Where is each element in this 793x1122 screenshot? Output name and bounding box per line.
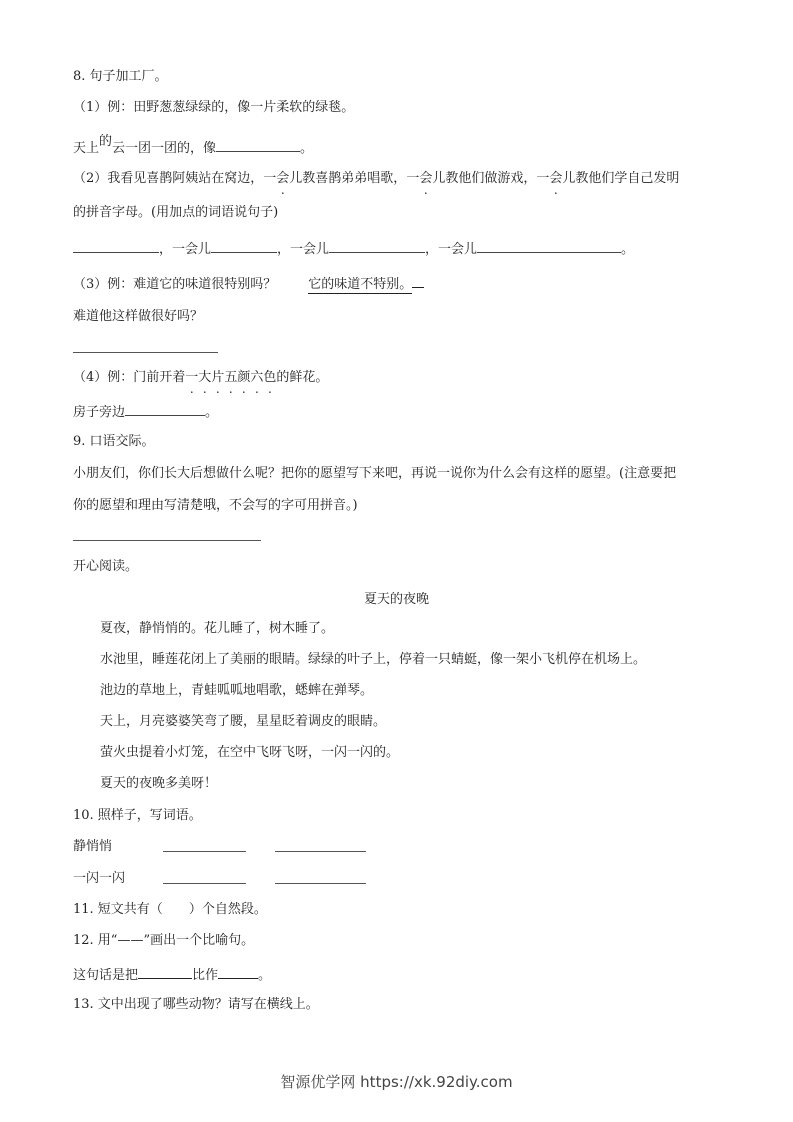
reading-paragraph: 夏天的夜晚多美呀！ <box>100 776 218 791</box>
q8-title: 8. 句子加工厂。 <box>73 69 168 84</box>
q8-part4-dotted-words <box>185 370 276 385</box>
dotted-char: 色 <box>263 370 277 385</box>
reading-paragraph: 夏夜，静悄悄的。花儿睡了，树木睡了。 <box>100 621 335 636</box>
q8-part2-text-line2: 的拼音字母。(用加点的词语说句子) <box>73 205 279 220</box>
q12-task: 这句话是把 比作 。 <box>73 964 271 985</box>
answer-line[interactable] <box>163 851 246 852</box>
q11-text: 11. 短文共有（ ）个自然段。 <box>73 902 267 917</box>
q10-word2: 一闪一闪 <box>73 871 126 886</box>
q9-text-line1: 小朋友们，你们长大后想做什么呢？把你的愿望写下来吧，再说一说你为什么会有这样的愿望。(注意要把 <box>73 466 677 481</box>
reading-title: 夏天的夜晚 <box>363 592 429 607</box>
answer-line[interactable] <box>163 883 246 884</box>
dotted-char: 六 <box>250 370 264 385</box>
answer-blank[interactable] <box>125 401 205 416</box>
q12-title: 12. 用“——”画出一个比喻句。 <box>73 933 255 948</box>
q8-part2-text: （2）我看见喜鹊阿姨站在窝边，一会儿教喜鹊弟弟唱歌，一会儿教他们做游戏，一会儿教他们学自己发明 <box>73 171 680 186</box>
q10-title: 10. 照样子，写词语。 <box>73 808 202 823</box>
answer-blank[interactable] <box>73 238 159 253</box>
reading-paragraph: 天上，月亮婆婆笑弯了腰，星星眨着调皮的眼睛。 <box>100 714 387 729</box>
answer-blank[interactable] <box>211 238 277 253</box>
answer-blank[interactable] <box>329 238 425 253</box>
q8-part4-example: （4）例：门前开着一大片五颜六色的鲜花。 <box>73 370 329 385</box>
reading-paragraph: 池边的草地上，青蛙呱呱地唱歌，蟋蟀在弹琴。 <box>100 683 374 698</box>
answer-blank[interactable] <box>216 137 300 152</box>
q8-part3-sample-answer: 它的味道不特别。 <box>308 277 413 292</box>
reading-paragraph: 萤火虫提着小灯笼，在空中飞呀飞呀，一闪一闪的。 <box>100 745 400 760</box>
q8-part1-task: 天上的云一团一团的，像 。 <box>73 134 314 156</box>
reading-label: 开心阅读。 <box>73 559 139 574</box>
q9-title: 9. 口语交际。 <box>73 434 155 449</box>
dotted-char: 五 <box>224 370 238 385</box>
q8-part2-fill: ，一会儿 ，一会儿 ，一会儿 。 <box>73 238 634 259</box>
q9-text-line2: 你的愿望和理由写清楚哦，不会写的字可用拼音。) <box>73 498 358 513</box>
answer-blank[interactable] <box>218 964 258 979</box>
reading-paragraph: 水池里，睡莲花闭上了美丽的眼睛。绿绿的叶子上，停着一只蜻蜓，像一架小飞机停在机场上。 <box>100 652 647 667</box>
answer-line[interactable] <box>73 540 261 541</box>
q8-part1-example: （1）例：田野葱葱绿绿的，像一片柔软的绿毯。 <box>73 100 355 115</box>
footer-watermark: 智源优学网 https://xk.92diy.com <box>280 1073 513 1091</box>
answer-line[interactable] <box>275 883 366 884</box>
q8-part3-task: 难道他这样做很好吗？ <box>73 309 204 324</box>
q13-title: 13. 文中出现了哪些动物？请写在横线上。 <box>73 997 319 1012</box>
dotted-char: 大 <box>198 370 212 385</box>
q10-word1: 静悄悄 <box>73 839 113 854</box>
dotted-char: 一 <box>185 370 199 385</box>
answer-blank[interactable] <box>477 238 621 253</box>
q8-part3-example: （3）例：难道它的味道很特别吗？ 它的味道不特别。 <box>73 276 424 294</box>
q8-part4-task: 房子旁边 。 <box>73 401 218 422</box>
answer-line[interactable] <box>73 352 218 353</box>
answer-blank[interactable] <box>138 964 192 979</box>
dotted-char: 颜 <box>237 370 251 385</box>
answer-line[interactable] <box>275 851 366 852</box>
dotted-char: 片 <box>211 370 225 385</box>
